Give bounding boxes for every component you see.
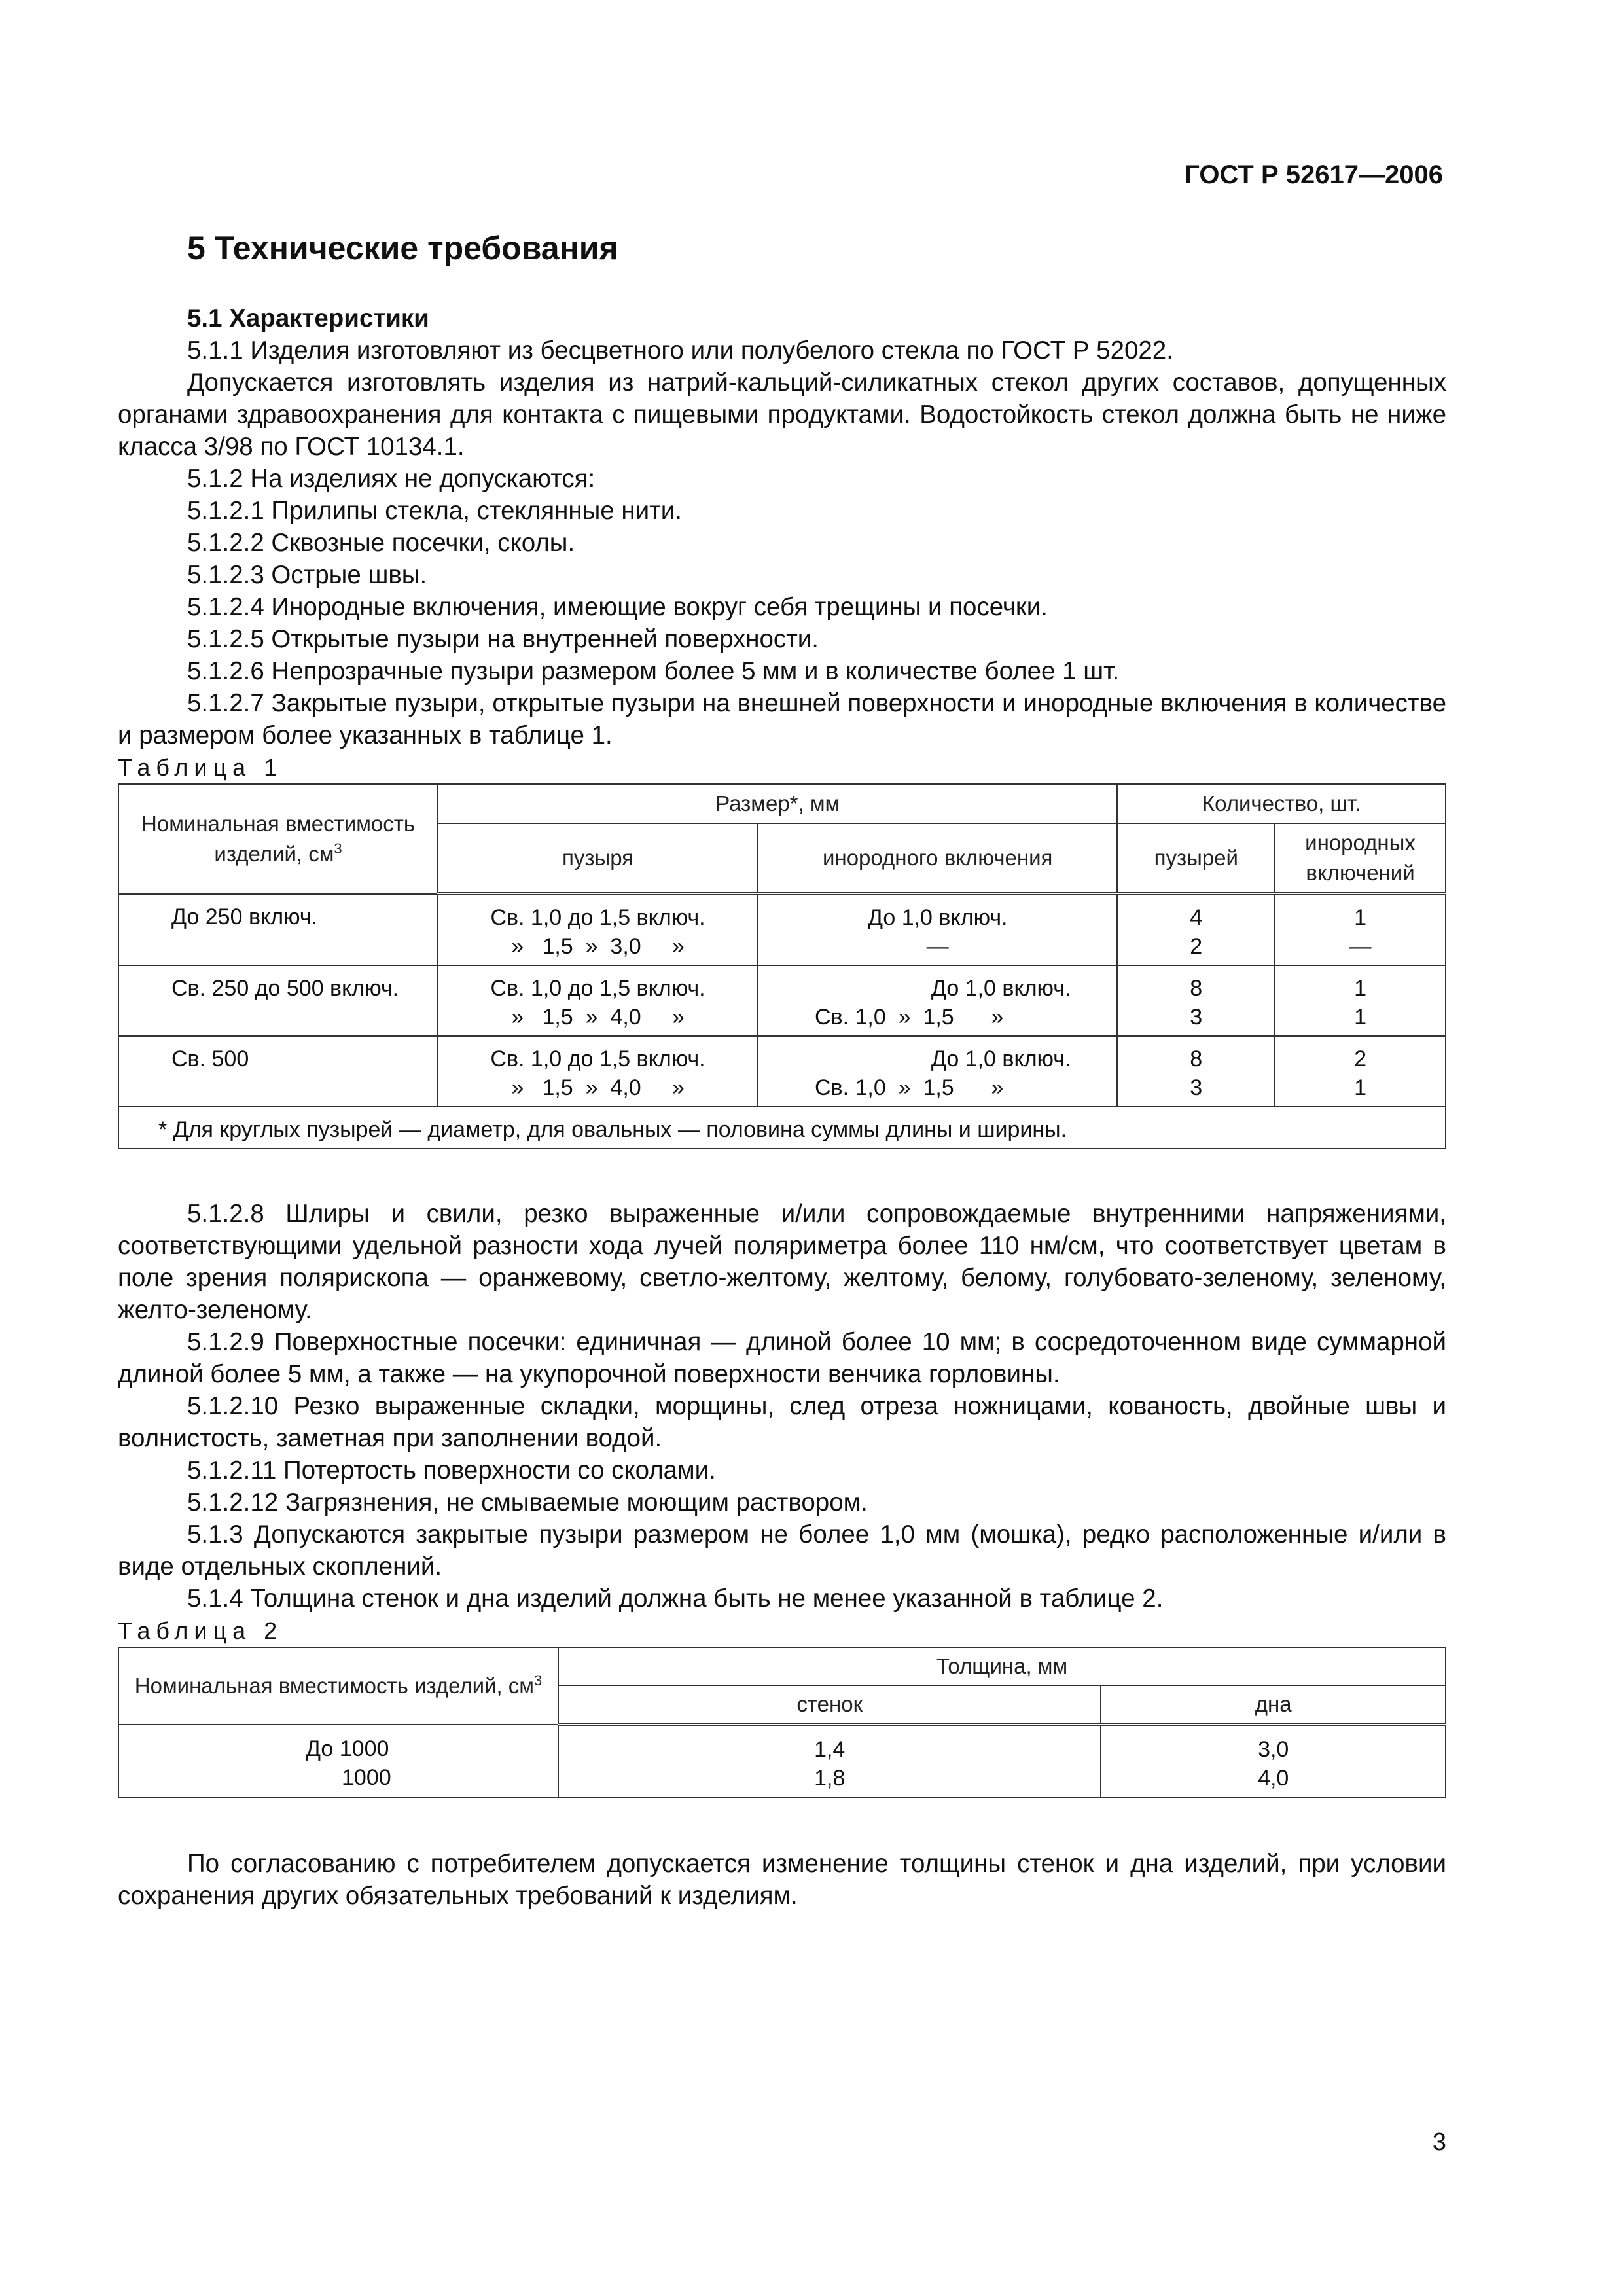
paragraph: 5.1 Характеристики bbox=[187, 304, 429, 332]
paragraph: 5.1.4 Толщина стенок и дна изделий должна быть не менее указанной в таблице 2. bbox=[187, 1585, 1164, 1613]
cell-capacity: Св. 500 bbox=[118, 1036, 438, 1107]
cell-bubble-count: 8 3 bbox=[1117, 1036, 1275, 1107]
cell-capacity: До 1000 1000 bbox=[118, 1725, 558, 1798]
paragraphs-middle bbox=[118, 1198, 1446, 1615]
paragraphs-bottom bbox=[118, 1848, 1446, 1912]
paragraphs-top bbox=[118, 302, 1446, 751]
cell-bubble-count: 4 2 bbox=[1117, 894, 1275, 966]
paragraph: По согласованию с потребителем допускается изменение толщины стенок и дна изделий, при условии сохранения других обязательных требований к изделиям. bbox=[118, 1850, 1446, 1910]
table1-caption: Таблица 1 bbox=[118, 754, 283, 781]
paragraph: 5.1.2.1 Прилипы стекла, стеклянные нити. bbox=[187, 497, 682, 525]
cell-bottom: 3,0 4,0 bbox=[1101, 1725, 1446, 1798]
table1-header-bubbles: пузырей bbox=[1117, 823, 1275, 894]
cell-bubble-size: Св. 1,0 до 1,5 включ. » 1,5 » 4,0 » bbox=[438, 965, 758, 1036]
cell-inclusion-count: 2 1 bbox=[1275, 1036, 1446, 1107]
cell-walls: 1,4 1,8 bbox=[558, 1725, 1101, 1798]
table1-header-count: Количество, шт. bbox=[1117, 784, 1446, 823]
paragraph: 5.1.2.8 Шлиры и свили, резко выраженные и/или сопровождаемые внутренними напряжениями, соответствующими удельной разности хода лучей поляриметра более 110 нм/см, что соответствует цветам в поле зрения полярископа — оранжевому, светло-желтому, желтому, белому, голубовато-зеленому, зеленому, желто-зеленому. bbox=[118, 1200, 1446, 1324]
paragraph: 5.1.2.11 Потертость поверхности со сколами. bbox=[187, 1456, 716, 1484]
paragraph: 5.1.2 На изделиях не допускаются: bbox=[187, 465, 596, 493]
table1-header-inclusion: инородного включения bbox=[758, 823, 1117, 894]
paragraph: 5.1.2.4 Инородные включения, имеющие вокруг себя трещины и посечки. bbox=[187, 593, 1048, 621]
table2-header-thickness: Толщина, мм bbox=[558, 1647, 1446, 1685]
table2-caption: Таблица 2 bbox=[118, 1617, 283, 1644]
cell-bubble-count: 8 3 bbox=[1117, 965, 1275, 1036]
page-number: 3 bbox=[1432, 2128, 1446, 2156]
table2 bbox=[118, 1647, 1446, 1798]
cell-capacity: До 250 включ. bbox=[118, 894, 438, 966]
paragraph: 5.1.1 Изделия изготовляют из бесцветного или полубелого стекла по ГОСТ Р 52022. bbox=[187, 336, 1173, 365]
table-row bbox=[118, 965, 1446, 1036]
cell-bubble-size: Св. 1,0 до 1,5 включ. » 1,5 » 3,0 » bbox=[438, 894, 758, 966]
table1-header-bubble: пузыря bbox=[438, 823, 758, 894]
table-row bbox=[118, 1725, 1446, 1798]
table1 bbox=[118, 783, 1446, 1149]
paragraph: 5.1.2.2 Сквозные посечки, сколы. bbox=[187, 529, 575, 557]
paragraph: 5.1.2.7 Закрытые пузыри, открытые пузыри на внешней поверхности и инородные включения в количестве и размером более указанных в таблице 1. bbox=[118, 689, 1446, 749]
table2-header-walls: стенок bbox=[558, 1685, 1101, 1725]
cell-inclusion-size: До 1,0 включ. Св. 1,0 » 1,5 » bbox=[758, 965, 1117, 1036]
paragraph: 5.1.2.10 Резко выраженные складки, морщины, след отреза ножницами, кованость, двойные швы и волнистость, заметная при заполнении водой. bbox=[118, 1392, 1446, 1452]
paragraph: Допускается изготовлять изделия из натрий-кальций-силикатных стекол других составов, допущенных органами здравоохранения для контакта с пищевыми продуктами. Водостойкость стекол должна быть не ниже класса 3/98 по ГОСТ 10134.1. bbox=[118, 368, 1446, 461]
table1-footnote: * Для круглых пузырей — диаметр, для овальных — половина суммы длины и ширины. bbox=[118, 1107, 1446, 1149]
table-row bbox=[118, 1036, 1446, 1107]
paragraph: 5.1.2.12 Загрязнения, не смываемые моющим раствором. bbox=[187, 1488, 868, 1516]
table2-header-bottom: дна bbox=[1101, 1685, 1446, 1725]
cell-inclusion-count: 1 — bbox=[1275, 894, 1446, 966]
table-row bbox=[118, 894, 1446, 966]
cell-inclusion-count: 1 1 bbox=[1275, 965, 1446, 1036]
cell-capacity: Св. 250 до 500 включ. bbox=[118, 965, 438, 1036]
paragraph: 5.1.2.6 Непрозрачные пузыри размером более 5 мм и в количестве более 1 шт. bbox=[187, 657, 1120, 685]
paragraph: 5.1.2.9 Поверхностные посечки: единичная — длиной более 10 мм; в сосредоточенном виде суммарной длиной более 5 мм, а также — на укупорочной поверхности венчика горловины. bbox=[118, 1328, 1446, 1388]
cell-inclusion-size: До 1,0 включ. — bbox=[758, 894, 1117, 966]
cell-bubble-size: Св. 1,0 до 1,5 включ. » 1,5 » 4,0 » bbox=[438, 1036, 758, 1107]
section-title: 5 Технические требования bbox=[187, 230, 618, 266]
table1-header-capacity: Номинальная вместимость изделий, $см^3$ bbox=[118, 784, 438, 894]
table2-header-capacity: Номинальная вместимость изделий, $см^3$ bbox=[118, 1647, 558, 1725]
paragraph: 5.1.3 Допускаются закрытые пузыри размером не более 1,0 мм (мошка), редко расположенные и/или в виде отдельных скоплений. bbox=[118, 1520, 1446, 1581]
paragraph: 5.1.2.3 Острые швы. bbox=[187, 561, 427, 589]
paragraph: 5.1.2.5 Открытые пузыри на внутренней поверхности. bbox=[187, 625, 819, 653]
document-body bbox=[118, 302, 1446, 1912]
table1-header-inclusions: инородных включений bbox=[1275, 823, 1446, 894]
document-number: ГОСТ Р 52617—2006 bbox=[1185, 160, 1443, 189]
cell-inclusion-size: До 1,0 включ. Св. 1,0 » 1,5 » bbox=[758, 1036, 1117, 1107]
table1-header-size: Размер*, мм bbox=[438, 784, 1117, 823]
